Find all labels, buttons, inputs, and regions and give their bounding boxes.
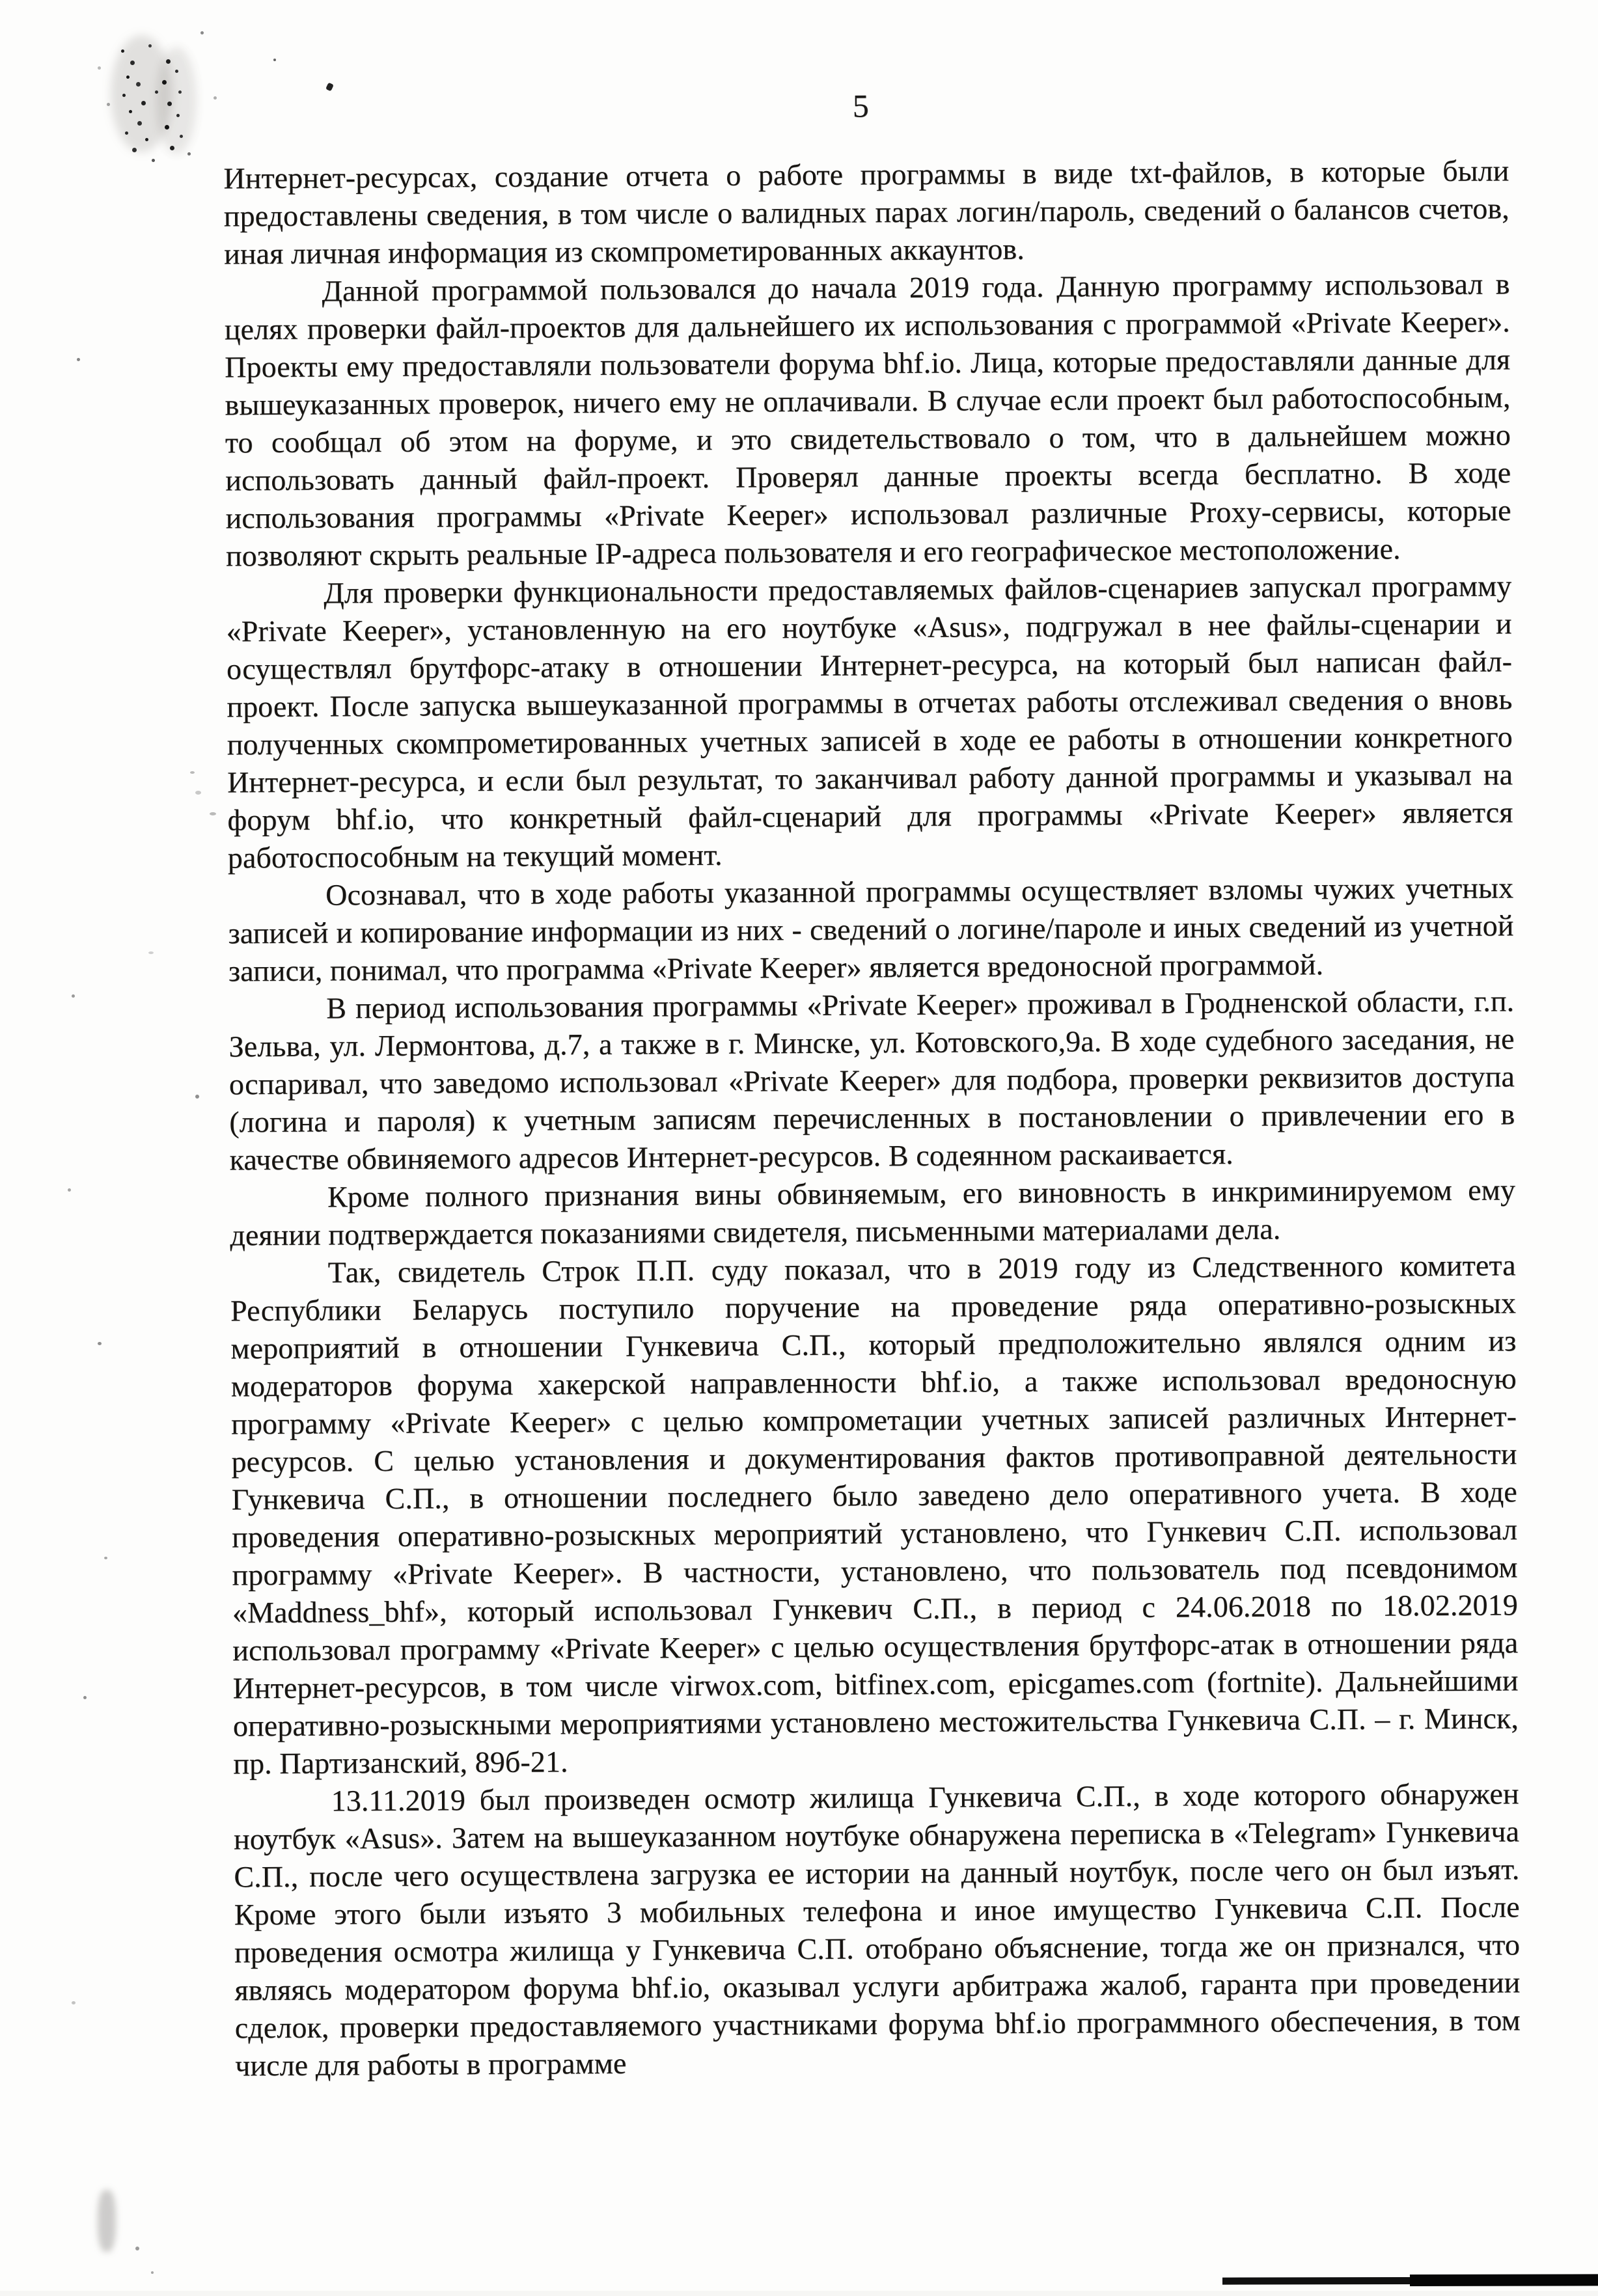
paragraph: 13.11.2019 был произведен осмотр жилища Гункевича С.П., в ходе которого обнаружен ноутбук «Asus». Затем на вышеуказанном ноутбуке обнаружена переписка в «Telegram» Гункевича С.П., после чего осуществлена загрузка ее истории на данный ноутбук, после чего он был изъят. Кроме этого были изъято 3 мобильных телефона и иное имущество Гункевича С.П. После проведения осмотра жилища у Гункевича С.П. отобрано объяснение, тогда же он признался, что являясь модератором форума bhf.io, оказывал услуги арбитража жалоб, гаранта при проведении сделок, проверки предоставляемого участниками форума bhf.io программного обеспечения, в том числе для работы в программе	[233, 1777, 1521, 2083]
paragraph: В период использования программы «Private Keeper» проживал в Гродненской области, г.п. Зельва, ул. Лермонтова, д.7, а также в г. Минске, ул. Котовского,9а. В ходе судебного заседания, не оспаривал, что заведомо использовал «Private Keeper» для подбора, проверки реквизитов доступа (логина и пароля) к учетным записям перечисленных в постановлении о привлечении его в качестве обвиняемого адресов Интернет-ресурсов. В содеянном раскаивается.	[228, 984, 1515, 1177]
page-number: 5	[852, 87, 869, 124]
paragraph: Кроме полного признания вины обвиняемым, его виновность в инкриминируемом ему деянии подтверждается показаниями свидетеля, письменными материалами дела.	[230, 1173, 1516, 1252]
paragraph: Данной программой пользовался до начала 2019 года. Данную программу использовал в целях проверки файл-проектов для дальнейшего их использования с программой «Private Keeper». Проекты ему предоставляли пользователи форума bhf.io. Лица, которые предоставляли данные для вышеуказанных проверок, ничего ему не оплачивали. В случае если проект был работоспособным, то сообщал об этом на форуме, и это свидетельствовало о том, что в дальнейшем можно использовать данный файл-проект. Проверял данные проекты всегда бесплатно. В ходе использования программы «Private Keeper» использовал различные Proxy-сервисы, которые позволяют скрыть реальные IP-адреса пользователя и его географическое местоположение.	[224, 267, 1511, 573]
paragraph: Осознавал, что в ходе работы указанной программы осуществляет взломы чужих учетных записей и копирование информации из них - сведений о логине/пароле и иных сведений из учетной записи, понимал, что программа «Private Keeper» является вредоносной программой.	[228, 871, 1514, 988]
scan-edge-bar-artifact	[1222, 2276, 1598, 2284]
document-text	[223, 152, 1521, 2084]
paragraph: Так, свидетель Строк П.П. суду показал, что в 2019 году из Следственного комитета Республики Беларусь поступило поручение на проведение ряда оперативно-розыскных мероприятий в отношении Гункевича С.П., который предположительно являлся одним из модераторов форума хакерской направленности bhf.io, а также использовал вредоносную программу «Private Keeper» с целью компрометации учетных записей различных Интернет-ресурсов. С целью установления и документирования фактов противоправной деятельности Гункевича С.П., в отношении последнего было заведено дело оперативного учета. В ходе проведения оперативно-розыскных мероприятий установлено, что Гункевич С.П. использовал программу «Private Keeper». В частности, установлено, что пользователь под псевдонимом «Maddness_bhf», который использовал Гункевич С.П., в период с 24.06.2018 по 18.02.2019 использовал программу «Private Keeper» с целью осуществления брутфорс-атак в отношении ряда Интернет-ресурсов, в том числе virwox.com, bitfinex.com, epicgames.com (fortnite). Дальнейшими оперативно-розыскными мероприятиями установлено местожительства Гункевича С.П. – г. Минск, пр. Партизанский, 89б-21.	[230, 1248, 1519, 1781]
paragraph: Для проверки функциональности предоставляемых файлов-сценариев запускал программу «Private Keeper», установленную на его ноутбуке «Asus», подгружал в нее файлы-сценарии и осуществлял брутфорс-атаку в отношении Интернет-ресурса, на который был написан файл-проект. После запуска вышеуказанной программы в отчетах работы отслеживал сведения о вновь полученных скомпрометированных учетных записей в ходе ее работы в отношении конкретного Интернет-ресурса, и если был результат, то заканчивал работу данной программы и указывал на форум bhf.io, что конкретный файл-сценарий для программы «Private Keeper» является работоспособным на текущий момент.	[226, 569, 1513, 875]
paragraph: Интернет-ресурсах, создание отчета о работе программы в виде txt-файлов, в которые были предоставлены сведения, в том числе о валидных парах логин/пароль, сведений о балансов счетов, иная личная информация из скомпрометированных аккаунтов.	[223, 154, 1509, 271]
